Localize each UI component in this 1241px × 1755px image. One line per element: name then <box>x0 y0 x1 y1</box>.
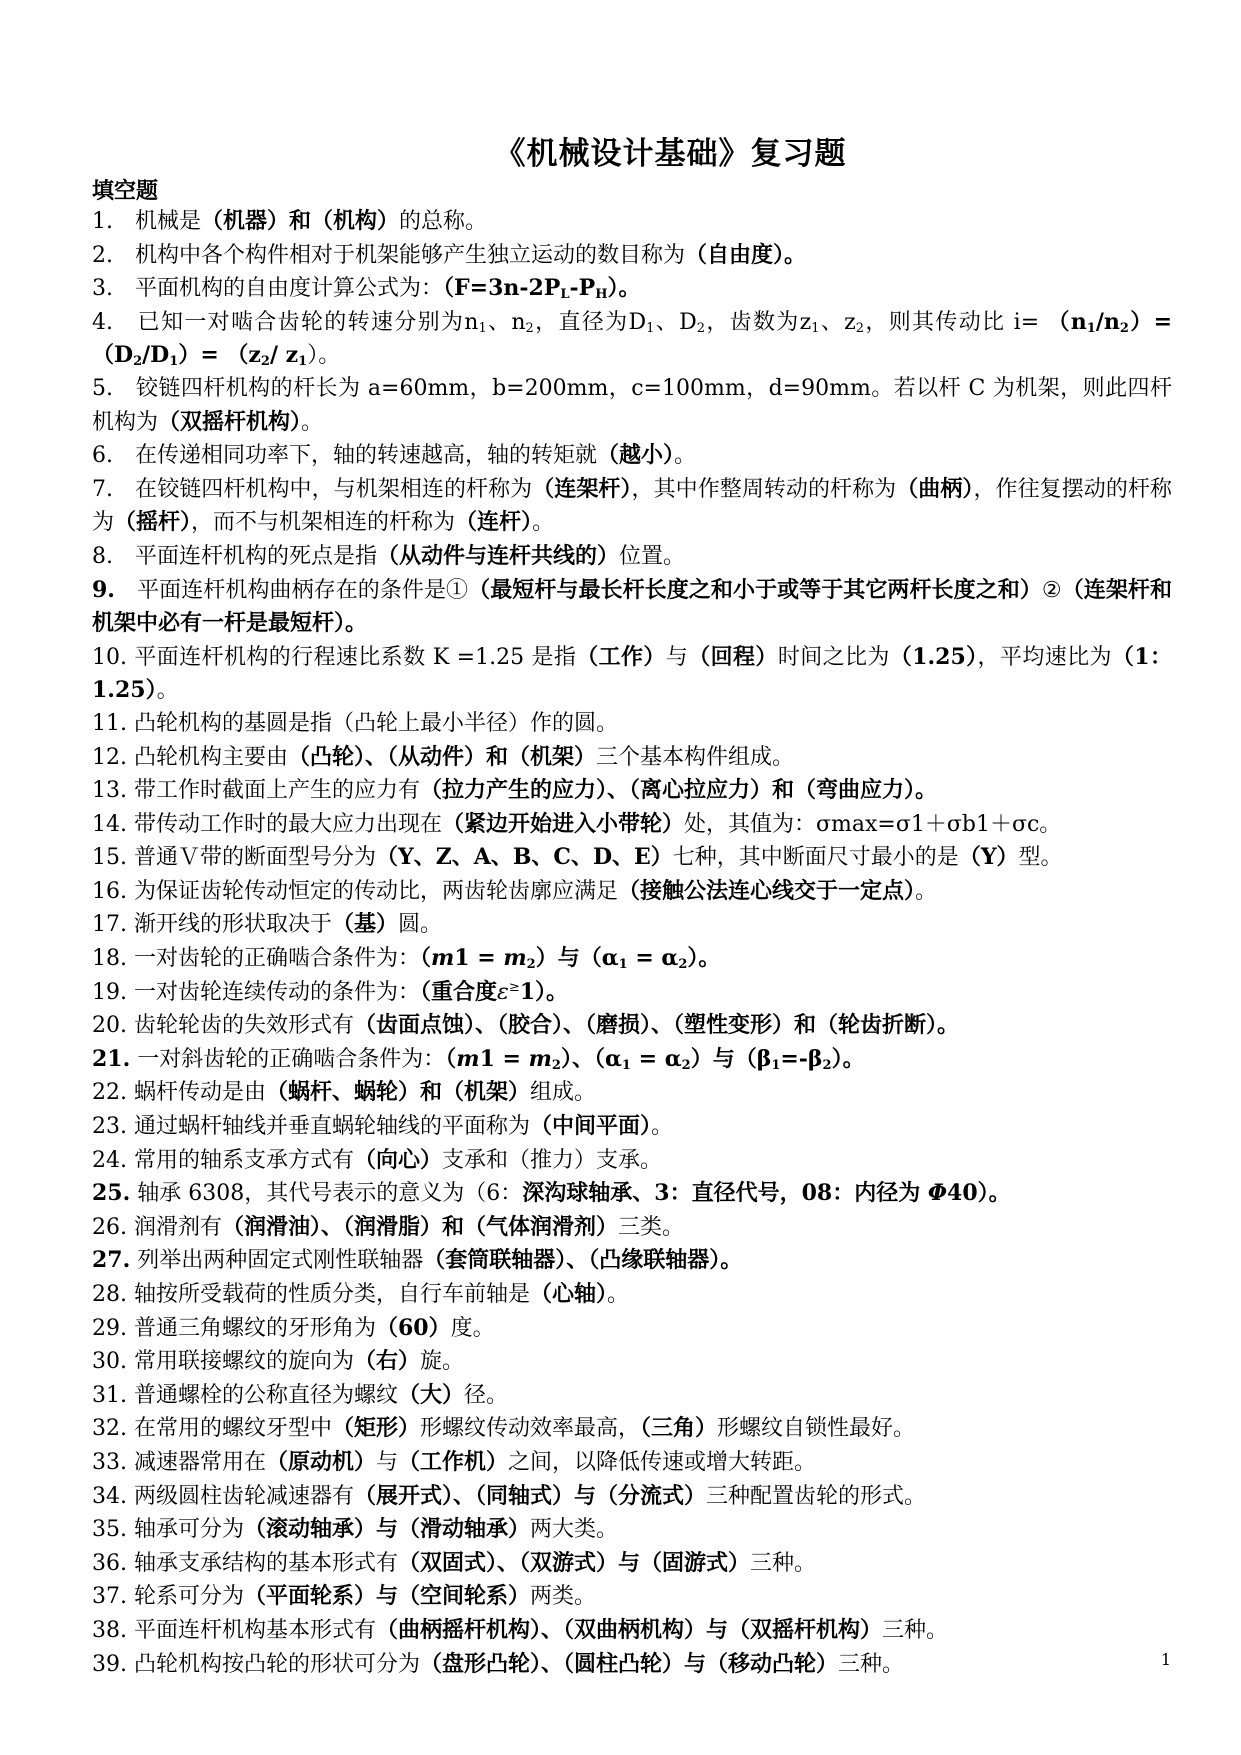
question-text: 凸轮机构主要由 <box>127 744 288 770</box>
question-text: 径。 <box>464 1382 509 1408</box>
question-text: 两大类。 <box>530 1517 619 1543</box>
question-number: 3. <box>92 276 113 302</box>
question-text: 减速器常用在 <box>127 1449 266 1475</box>
question-text: 铰链四杆机构的杆长为 a=60mm，b=200mm，c=100mm，d=90mm。若以杆 C 为机架，则此四杆机构为 <box>92 375 1172 435</box>
answer-text: （连架杆） <box>532 475 632 502</box>
answer-text: /D <box>142 342 170 369</box>
question-text: 。 <box>156 678 179 704</box>
question-item <box>92 239 1172 273</box>
question-text: 组成。 <box>530 1080 597 1106</box>
answer-text: 1 <box>618 957 628 973</box>
question-item <box>92 1110 1172 1144</box>
question-text: 轴承支承结构的基本形式有 <box>127 1550 398 1576</box>
answer-text: （矩形） <box>332 1415 421 1442</box>
question-number: 34. <box>92 1483 127 1509</box>
question-text: 常用的轴系支承方式有 <box>127 1147 354 1173</box>
answer-text: ）、（α <box>560 1045 622 1072</box>
question-number: 35. <box>92 1517 127 1543</box>
question-text: 、D <box>654 309 697 335</box>
question-text: 在常用的螺纹牙型中 <box>127 1416 332 1442</box>
question-text: 三种。 <box>750 1550 817 1576</box>
answer-text: （从动件与连杆共线的） <box>377 542 620 569</box>
question-text: 轴按所受载荷的性质分类，自行车前轴是 <box>127 1282 530 1307</box>
question-number: 8. <box>92 543 113 569</box>
answer-text: 1 <box>771 1057 781 1073</box>
question-item <box>92 908 1172 942</box>
question-text: ，其中作整周转动的杆称为 <box>631 476 897 502</box>
question-text: 位置。 <box>619 543 686 569</box>
question-text: 型。 <box>1018 845 1063 871</box>
question-item <box>92 1177 1172 1211</box>
question-text: 平面连杆机构基本形式有 <box>127 1617 376 1643</box>
answer-text: ）。 <box>687 945 721 972</box>
answer-text: （摇杆） <box>114 509 192 536</box>
question-text: 度。 <box>450 1315 495 1341</box>
question-text: 机构中各个构件相对于机架能够产生独立运动的数目称为 <box>113 242 686 268</box>
question-item <box>92 641 1172 708</box>
question-number: 37. <box>92 1584 127 1610</box>
answer-text: （心轴） <box>530 1281 608 1307</box>
question-item <box>92 473 1172 540</box>
question-text: 。 <box>674 443 697 469</box>
question-text: 带传动工作时的最大应力出现在 <box>127 811 442 837</box>
question-number: 22. <box>92 1080 127 1106</box>
question-text: 。 <box>301 409 324 435</box>
section-heading: 填空题 <box>92 178 159 204</box>
question-text: 、n <box>486 309 526 335</box>
question-item <box>92 1648 1172 1682</box>
answer-text: （1.25） <box>889 643 978 670</box>
answer-text: （套筒联轴器）、（凸缘联轴器）。 <box>423 1247 743 1274</box>
question-item <box>92 540 1172 574</box>
answer-text: （回程） <box>688 643 778 670</box>
question-text: 三类。 <box>618 1214 685 1240</box>
question-text: 时间之比为 <box>777 644 890 670</box>
question-text: 形螺纹传动效率最高， <box>420 1416 641 1442</box>
question-item <box>92 1446 1172 1480</box>
answer-text: （右） <box>354 1348 421 1375</box>
question-number: 26. <box>92 1214 127 1240</box>
answer-text: 1 <box>621 1057 631 1073</box>
question-text: 为保证齿轮传动恒定的传动比，两齿轮齿廓应满足 <box>127 878 618 904</box>
question-text: 与 <box>665 644 689 670</box>
question-number: 13. <box>92 778 127 804</box>
answer-text: （三角） <box>640 1415 718 1442</box>
question-text: 蜗杆传动是由 <box>127 1080 266 1106</box>
answer-text: （连架杆和机架中必有一杆是最短杆）。 <box>92 576 1172 637</box>
question-text: 已知一对啮合齿轮的转速分别为n <box>113 309 479 335</box>
question-text: ，作往复摆动的杆称为 <box>92 476 1172 536</box>
question-text: ，而不与机架相连的杆称为 <box>191 510 456 536</box>
question-text: 与 <box>376 1449 399 1475</box>
question-text: 齿轮轮齿的失效形式有 <box>127 1013 354 1039</box>
answer-text: m <box>503 945 527 972</box>
answer-text: （齿面点蚀）、（胶合）、（磨损）、（塑性变形）和（轮齿折断）。 <box>354 1012 960 1039</box>
question-item <box>92 1580 1172 1614</box>
answer-text: L <box>560 287 570 303</box>
question-number: 25. <box>92 1180 131 1207</box>
question-number: 14. <box>92 811 127 837</box>
question-item <box>92 1614 1172 1648</box>
question-text: 。 <box>532 510 555 536</box>
question-number: 29. <box>92 1315 127 1341</box>
question-text: 列举出两种固定式刚性联轴器 <box>130 1248 424 1274</box>
question-text: 平面连杆机构曲柄存在的条件是① <box>114 577 469 603</box>
answer-text: m <box>528 1045 552 1072</box>
answer-text: 2 <box>551 1057 561 1073</box>
question-item <box>92 1379 1172 1413</box>
answer-text: （凸轮）、（从动件）和（机架） <box>288 743 597 770</box>
answer-text: H <box>595 287 608 303</box>
question-text: ）。 <box>307 343 341 369</box>
answer-text: 2 <box>678 957 688 973</box>
answer-text: （双摇杆机构） <box>158 408 302 435</box>
answer-text: m <box>456 1045 480 1072</box>
question-number: 2. <box>92 242 113 268</box>
question-item <box>92 808 1172 842</box>
question-text: 。 <box>651 1114 674 1140</box>
question-item <box>92 1513 1172 1547</box>
answer-text: 1 = <box>454 945 504 972</box>
question-item <box>92 1412 1172 1446</box>
question-text: 普通三角螺纹的牙形角为 <box>127 1315 376 1341</box>
answer-text: ）= （z <box>178 342 261 369</box>
question-text: 三个基本构件组成。 <box>596 744 795 770</box>
question-number: 23. <box>92 1114 127 1140</box>
question-item <box>92 1244 1172 1278</box>
answer-text: -P <box>569 275 596 302</box>
question-item <box>92 439 1172 473</box>
question-number: 9. <box>92 576 115 603</box>
question-item <box>92 1480 1172 1514</box>
question-text: 一对齿轮的正确啮合条件为： <box>127 946 420 972</box>
answer-text: ）= （D <box>92 308 1173 369</box>
question-text: 三种配置齿轮的形式。 <box>706 1483 927 1509</box>
question-number: 38. <box>92 1617 127 1643</box>
question-text: 。 <box>607 1282 630 1307</box>
answer-text: （平面轮系）与（空间轮系） <box>244 1583 531 1610</box>
question-text: 机械是 <box>113 209 202 234</box>
answer-text: （紧边开始进入小带轮） <box>442 810 685 837</box>
answer-text: （润滑油）、（润滑脂）和（气体润滑剂） <box>222 1213 619 1240</box>
answer-text: = α <box>627 945 679 972</box>
answer-text: （F=3n-2P <box>443 275 561 302</box>
answer-text: （自由度）。 <box>685 241 807 268</box>
question-item <box>92 774 1172 808</box>
answer-text: 2 <box>526 957 536 973</box>
question-text: 轴承可分为 <box>127 1517 244 1543</box>
question-number: 19. <box>92 979 127 1005</box>
answer-text: ）与（α <box>535 945 619 972</box>
question-text: 凸轮机构的基圆是指（凸轮上最小半径）作的圆。 <box>127 710 618 736</box>
question-text: 的总称。 <box>399 209 488 234</box>
answer-text: （60） <box>376 1314 451 1341</box>
answer-text: （向心） <box>354 1146 443 1173</box>
question-item <box>92 875 1172 909</box>
question-text: 平面连杆机构的死点是指 <box>113 543 378 569</box>
answer-text: （Y、Z、A、B、C、D、E） <box>376 844 673 871</box>
question-text: ，直径为D <box>533 309 647 335</box>
answer-text: （连杆） <box>455 509 533 536</box>
answer-text: 1 <box>298 354 308 370</box>
question-number: 20. <box>92 1013 127 1039</box>
question-text: 普通Ｖ带的断面型号分为 <box>127 845 376 871</box>
question-text: 支承和（推力）支承。 <box>442 1147 663 1173</box>
question-text: 在传递相同功率下，轴的转速越高，轴的转矩就 <box>113 443 598 469</box>
question-text: 旋。 <box>420 1349 465 1375</box>
question-number: 24. <box>92 1147 127 1173</box>
answer-text: （n <box>1047 308 1087 335</box>
question-text: ε <box>497 979 509 1005</box>
question-number: 4. <box>92 309 113 335</box>
answer-text: （接触公法连心线交于一定点） <box>618 877 916 904</box>
question-number: 16. <box>92 878 127 904</box>
question-text: 一对齿轮连续传动的条件为： <box>127 979 420 1005</box>
answer-text: =-β <box>780 1045 823 1072</box>
question-text: ≥ <box>508 979 520 995</box>
question-text: 平面连杆机构的行程速比系数 K =1.25 是指 <box>127 644 577 670</box>
question-number: 1. <box>92 209 113 234</box>
question-text: 三种。 <box>838 1651 905 1677</box>
answer-text: Φ <box>927 1180 948 1207</box>
answer-text: （双固式）、（双游式）与（固游式） <box>398 1549 751 1576</box>
document-title: 《机械设计基础》复习题 <box>494 136 847 172</box>
question-number: 32. <box>92 1416 127 1442</box>
question-number: 39. <box>92 1651 127 1677</box>
question-text: 通过蜗杆轴线并垂直蜗轮轴线的平面称为 <box>127 1114 530 1140</box>
answer-text: （原动机） <box>266 1448 377 1475</box>
question-item <box>92 205 1172 239</box>
question-text: 常用联接螺纹的旋向为 <box>127 1349 354 1375</box>
question-item <box>92 1211 1172 1245</box>
answer-text: 2 <box>1119 320 1129 336</box>
question-text: 七种，其中断面尺寸最小的是 <box>672 845 959 871</box>
answer-text: （中间平面） <box>530 1113 652 1140</box>
question-text: 之间，以降低传速或增大转距。 <box>508 1449 817 1475</box>
question-number: 36. <box>92 1550 127 1576</box>
question-text: 1 <box>811 320 820 336</box>
answer-text: （工作） <box>576 643 666 670</box>
answer-text: （工作机） <box>398 1448 509 1475</box>
question-number: 11. <box>92 710 127 736</box>
question-text: 轴承 6308，其代号表示的意义为（6： <box>130 1181 523 1207</box>
answer-text: （机器）和（机构） <box>201 208 400 234</box>
answer-text: 深沟球轴承、3：直径代号，08：内径为 <box>522 1180 928 1207</box>
answer-text: 2 <box>260 354 270 370</box>
answer-text: 1 = <box>479 1045 529 1072</box>
question-text: 处，其值为：σmax=σ1＋σb1＋σc。 <box>684 811 1062 837</box>
question-item <box>92 272 1172 306</box>
question-number: 15. <box>92 845 127 871</box>
question-text: ，齿数为z <box>704 309 812 335</box>
question-item <box>92 841 1172 875</box>
answer-text: m <box>431 945 455 972</box>
question-text: 2 <box>855 320 865 336</box>
question-text: 两类。 <box>530 1584 597 1610</box>
answer-text: 2 <box>133 354 143 370</box>
answer-text: 1 <box>169 354 179 370</box>
question-number: 6. <box>92 443 113 469</box>
question-number: 7. <box>92 476 113 502</box>
answer-text: （ <box>445 1045 457 1072</box>
question-text: ② <box>1041 577 1062 603</box>
question-item <box>92 741 1172 775</box>
question-number: 17. <box>92 912 127 938</box>
answer-text: 1 <box>1086 320 1096 336</box>
question-text: 一对斜齿轮的正确啮合条件为： <box>130 1046 446 1072</box>
question-text: 凸轮机构按凸轮的形状可分为 <box>127 1651 420 1677</box>
question-text: 。 <box>915 878 938 904</box>
question-text: 两级圆柱齿轮减速器有 <box>127 1483 354 1509</box>
question-number: 18. <box>92 946 127 972</box>
question-text: 2 <box>525 320 534 336</box>
answer-text: = α <box>630 1045 682 1072</box>
answer-text: ）与（β <box>690 1045 772 1072</box>
question-item <box>92 1345 1172 1379</box>
question-number: 10. <box>92 644 127 670</box>
question-text: 三种。 <box>882 1617 949 1643</box>
answer-text: （重合度 <box>420 978 498 1005</box>
question-text: 普通螺栓的公称直径为螺纹 <box>127 1382 398 1408</box>
question-item <box>92 1312 1172 1346</box>
question-number: 28. <box>92 1282 127 1307</box>
question-text: 、z <box>819 309 856 335</box>
question-text: 形螺纹自锁性最好。 <box>717 1416 916 1442</box>
question-text: 带工作时截面上产生的应力有 <box>127 778 420 804</box>
answer-text: / z <box>269 342 299 369</box>
question-text: 1 <box>646 320 655 336</box>
answer-text: /n <box>1095 308 1120 335</box>
question-number: 30. <box>92 1349 127 1375</box>
answer-text: （曲柄） <box>896 475 974 502</box>
answer-text: 2 <box>681 1057 691 1073</box>
answer-text: （越小） <box>597 442 675 469</box>
answer-text: （大） <box>398 1381 465 1408</box>
question-item <box>92 708 1172 741</box>
answer-text: （蜗杆、蜗轮）和（机架） <box>266 1079 531 1106</box>
question-number: 21. <box>92 1045 131 1072</box>
answer-text: ）。 <box>607 275 641 302</box>
answer-text: 2 <box>822 1057 832 1073</box>
answer-text: （滚动轴承）与（滑动轴承） <box>244 1516 531 1543</box>
question-item <box>92 306 1172 373</box>
question-number: 12. <box>92 744 127 770</box>
answer-text: （最短杆与最长杆长度之和小于或等于其它两杆长度之和） <box>468 576 1042 603</box>
question-item <box>92 1043 1172 1077</box>
question-item <box>92 1278 1172 1312</box>
question-item <box>92 574 1172 641</box>
question-text: 轮系可分为 <box>127 1584 244 1610</box>
question-number: 33. <box>92 1449 127 1475</box>
question-text: ，则其传动比 i= <box>864 309 1048 335</box>
answer-text: （盘形凸轮）、（圆柱凸轮）与（移动凸轮） <box>420 1650 839 1677</box>
question-number: 31. <box>92 1382 127 1408</box>
answer-text: （ <box>420 945 432 972</box>
question-text: 渐开线的形状取决于 <box>127 912 332 938</box>
question-list <box>92 205 1172 1681</box>
question-text: 1 <box>478 320 487 336</box>
answer-text: ）。 <box>831 1045 865 1072</box>
question-text: 润滑剂有 <box>127 1214 222 1240</box>
answer-text: （曲柄摇杆机构）、（双曲柄机构）与（双摇杆机构） <box>376 1616 883 1643</box>
question-number: 27. <box>92 1247 131 1274</box>
question-text: 平面机构的自由度计算公式为： <box>113 276 444 302</box>
answer-text: （拉力产生的应力）、（离心拉应力）和（弯曲应力）。 <box>420 777 938 804</box>
question-text: 在铰链四杆机构中，与机架相连的杆称为 <box>113 476 533 502</box>
answer-text: （展开式）、（同轴式）与（分流式） <box>354 1482 707 1509</box>
question-item <box>92 976 1172 1010</box>
answer-text: （Y） <box>958 844 1019 871</box>
question-item <box>92 1009 1172 1043</box>
answer-text: 40）。 <box>947 1180 1011 1207</box>
question-item <box>92 942 1172 976</box>
answer-text: （基） <box>332 911 399 938</box>
question-item <box>92 1076 1172 1110</box>
answer-text: （1：1.25） <box>92 643 1172 704</box>
question-text: 2 <box>696 320 705 336</box>
question-item <box>92 1547 1172 1581</box>
question-item <box>92 373 1172 439</box>
question-text: 圆。 <box>398 912 443 938</box>
question-number: 5. <box>92 375 113 401</box>
page-number: 1 <box>1160 1650 1171 1669</box>
question-text: ，平均速比为 <box>977 644 1112 670</box>
answer-text: 1）。 <box>519 978 569 1005</box>
question-item <box>92 1144 1172 1178</box>
